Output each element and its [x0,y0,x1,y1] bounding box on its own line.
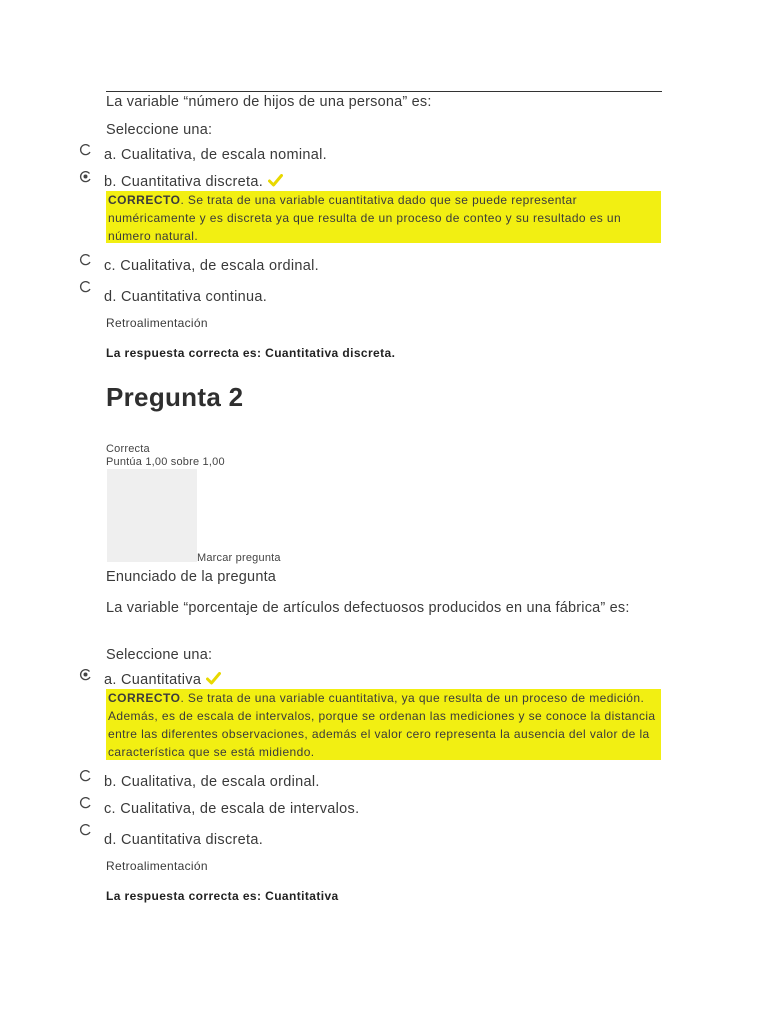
radio-q1-b-selected[interactable] [79,170,92,183]
checkmark-icon [268,174,283,187]
radio-q1-d[interactable] [79,280,92,293]
question1-select-label: Seleccione una: [106,122,213,138]
radio-q2-c[interactable] [79,796,92,809]
radio-q2-d[interactable] [79,823,92,836]
q1-feedback-text: . Se trata de una variable cuantitativa dado que se puede representar numéricamente y es discreta ya que resulta de un proceso de conteo y su resultado es un número natural. [108,193,622,243]
radio-q1-c[interactable] [79,253,92,266]
q2-option-b[interactable]: b. Cualitativa, de escala ordinal. [104,774,320,790]
q1-feedback [106,191,661,243]
question2-select-label: Seleccione una: [106,647,213,663]
question1-prompt: La variable “número de hijos de una persona” es: [106,94,432,110]
question2-prompt: La variable “porcentaje de artículos defectuosos producidos en una fábrica” es: [106,600,630,616]
q2-feedback [106,689,661,760]
question2-statement-label: Enunciado de la pregunta [106,569,277,585]
q1-option-b[interactable] [104,174,283,190]
q2-feedback-tag: CORRECTO [108,691,181,705]
q1-feedback-tag: CORRECTO [108,193,181,207]
radio-q1-a[interactable] [79,143,92,156]
q2-feedback-text: . Se trata de una variable cuantitativa, ya que resulta de un proceso de medición. Además, es de escala de intervalos, porque se ordenan las mediciones y se conoce la distancia entre las diferentes observaciones, además el valor cero representa la ausencia del valor de la característica que se está midiendo. [108,691,656,759]
top-divider [106,91,662,92]
flag-icon-placeholder[interactable] [107,469,197,562]
q1-option-c[interactable]: c. Cualitativa, de escala ordinal. [104,258,319,274]
checkmark-icon [206,672,221,685]
question2-status: Correcta [106,443,150,455]
q1-retro-label: Retroalimentación [106,316,208,330]
q2-correct-answer: La respuesta correcta es: Cuantitativa [106,889,339,903]
q2-option-d[interactable]: d. Cuantitativa discreta. [104,832,264,848]
q1-option-d[interactable]: d. Cuantitativa continua. [104,289,268,305]
radio-q2-b[interactable] [79,769,92,782]
q2-retro-label: Retroalimentación [106,859,208,873]
q2-option-c[interactable]: c. Cualitativa, de escala de intervalos. [104,801,360,817]
q1-option-b-label: b. Cuantitativa discreta. [104,174,264,190]
radio-q2-a-selected[interactable] [79,668,92,681]
q1-correct-answer: La respuesta correcta es: Cuantitativa discreta. [106,346,396,360]
question2-heading: Pregunta 2 [106,382,244,412]
q1-option-a[interactable]: a. Cualitativa, de escala nominal. [104,147,327,163]
q2-option-a[interactable] [104,672,221,688]
flag-question-link[interactable]: Marcar pregunta [197,552,281,564]
question2-score: Puntúa 1,00 sobre 1,00 [106,456,225,468]
q2-option-a-label: a. Cuantitativa [104,672,202,688]
